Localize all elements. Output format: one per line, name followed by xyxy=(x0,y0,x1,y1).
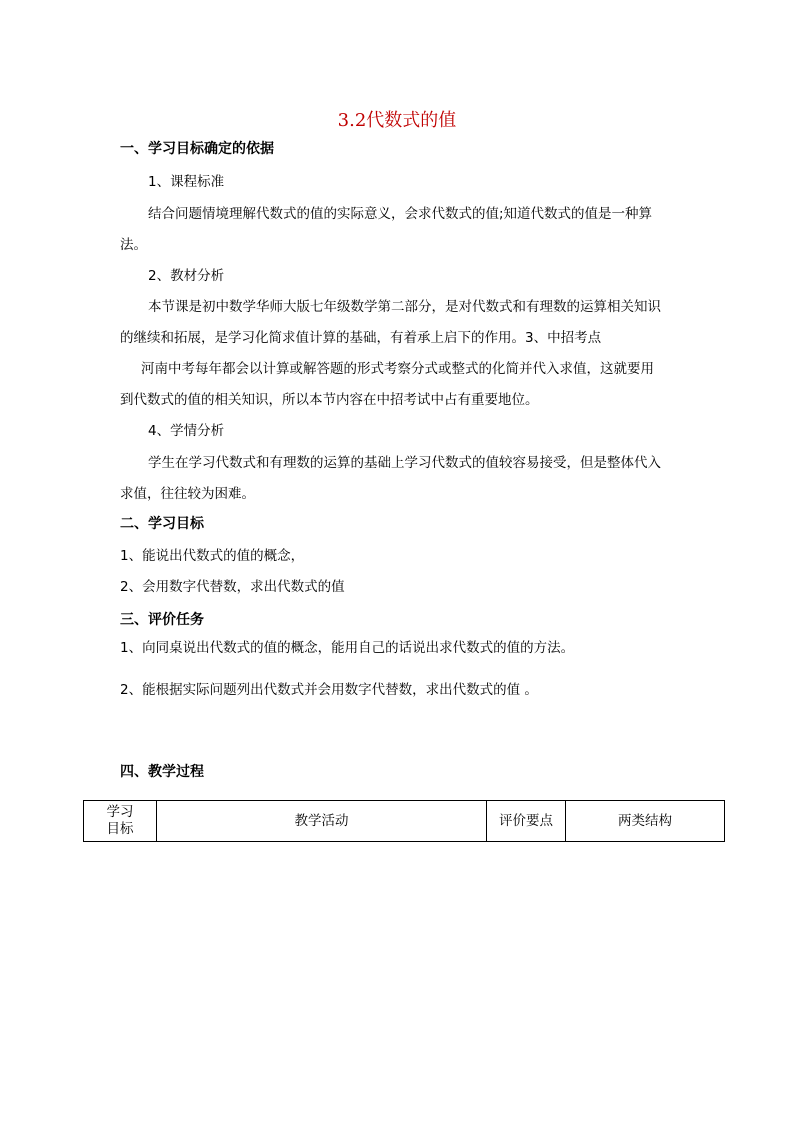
header-cell-learning-goal xyxy=(84,801,157,842)
subsection-textbook-analysis: 2、教材分析 xyxy=(148,268,225,284)
list-item: 1、能说出代数式的值的概念， xyxy=(120,548,305,564)
paragraph-line: 到代数式的值的相关知识，所以本节内容在中招考试中占有重要地位。 xyxy=(120,392,539,408)
section-1-heading: 一、学习目标确定的依据 xyxy=(120,141,274,157)
subsection-curriculum-standard: 1、课程标准 xyxy=(148,174,225,190)
document-title: 3.2代数式的值 xyxy=(337,110,457,131)
paragraph-line: 河南中考每年都会以计算或解答题的形式考察分式或整式的化简并代入求值，这就要用 xyxy=(141,361,654,377)
header-cell-evaluation-points: 评价要点 xyxy=(487,801,566,842)
paragraph-line: 法。 xyxy=(120,237,147,253)
subsection-student-analysis: 4、学情分析 xyxy=(148,423,225,439)
table-header-row xyxy=(84,801,725,842)
paragraph-line: 学生在学习代数式和有理数的运算的基础上学习代数式的值较容易接受，但是整体代入 xyxy=(148,455,661,471)
header-cell-teaching-activity: 教学活动 xyxy=(157,801,487,842)
teaching-process-table xyxy=(83,800,725,842)
paragraph-line: 求值，往往较为困难。 xyxy=(120,486,255,502)
paragraph-line: 的继续和拓展，是学习化简求值计算的基础，有着承上启下的作用。3、中招考点 xyxy=(120,330,602,346)
header-text: 学习 xyxy=(106,804,134,820)
header-cell-two-structures: 两类结构 xyxy=(566,801,725,842)
list-item: 1、向同桌说出代数式的值的概念，能用自己的话说出求代数式的值的方法。 xyxy=(120,640,575,656)
paragraph-line: 结合问题情境理解代数式的值的实际意义，会求代数式的值;知道代数式的值是一种算 xyxy=(148,206,653,222)
section-3-heading: 三、评价任务 xyxy=(120,612,204,628)
section-2-heading: 二、学习目标 xyxy=(120,516,204,532)
header-text: 目标 xyxy=(106,821,134,837)
section-4-heading: 四、教学过程 xyxy=(120,764,204,780)
list-item: 2、能根据实际问题列出代数式并会用数字代替数，求出代数式的值 。 xyxy=(120,682,538,698)
paragraph-line: 本节课是初中数学华师大版七年级数学第二部分，是对代数式和有理数的运算相关知识 xyxy=(148,299,661,315)
list-item: 2、会用数字代替数，求出代数式的值 xyxy=(120,579,345,595)
